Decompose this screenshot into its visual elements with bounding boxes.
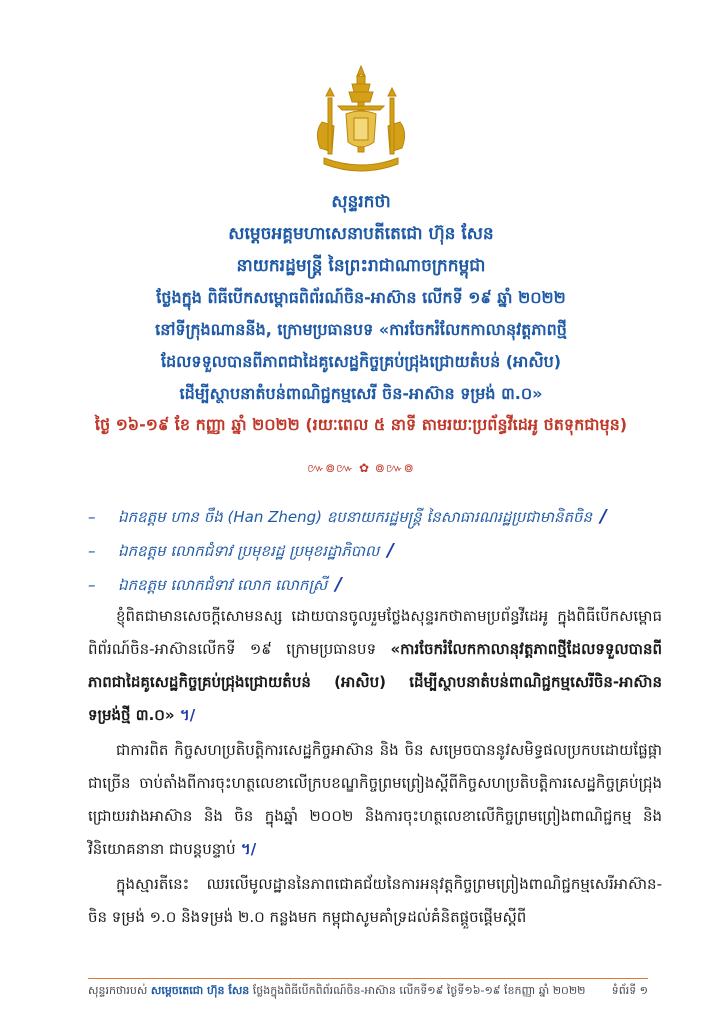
occasion-line: ថ្លែងក្នុង ពិធីបើកសម្ពោធពិព័រណ៍ចិន-អាស៊ាន លើកទី ១៩ ឆ្នាំ ២០២២ — [156, 288, 566, 307]
list-dash: – — [88, 542, 96, 560]
royal-emblem-icon — [302, 62, 420, 180]
page-footer — [88, 984, 648, 1000]
paragraph-2-text: ជាការពិត កិច្ចសហប្រតិបត្តិការសេដ្ឋកិច្ចអាស៊ាន និង ចិន សម្រេចបាននូវសមិទ្ធផលប្រកបដោយផ្លែផ្កាជាច្រើន ចាប់តាំងពីការចុះហត្ថលេខាលើក្របខណ្ឌកិច្ចព្រមព្រៀងស្តីពីកិច្ចសហប្រតិបត្តិការសេដ្ឋកិច្ចគ្រប់ជ្រុងជ្រោយរវាងអាស៊ាន និង ចិន ក្នុងឆ្នាំ ២០០២ និងការចុះហត្ថលេខាលើកិច្ចព្រមព្រៀងពាណិជ្ជកម្ម និងវិនិយោគនានា ជាបន្តបន្ទាប់ — [88, 741, 662, 858]
greetings-list — [88, 500, 668, 602]
list-dash: – — [88, 508, 96, 526]
greeting-item — [88, 500, 668, 534]
footer-caption — [88, 984, 586, 1000]
paragraph-1 — [88, 600, 662, 732]
paragraph-1-mark: ។/ — [174, 706, 196, 724]
footer-divider — [88, 978, 648, 979]
speech-title: សុន្ទរកថា — [331, 192, 391, 212]
greeting-item — [88, 534, 668, 568]
footer-prefix: សុន្ទរកថារបស់ — [88, 984, 151, 997]
speaker-role: នាយករដ្ឋមន្ត្រី នៃព្រះរាជាណាចក្រកម្ពុជា — [236, 256, 486, 276]
slash-mark: / — [600, 506, 607, 527]
greeting-item — [88, 568, 668, 602]
speech-header — [40, 186, 682, 440]
list-dash: – — [88, 576, 96, 594]
place-theme-line: នៅទីក្រុងណាននីង, ក្រោមប្រធានបទ «ការចែករំលែកកាលានុវត្តភាពថ្មី — [155, 320, 567, 339]
greeting-text: ឯកឧត្តម លោកជំទាវ ប្រមុខរដ្ឋ ប្រមុខរដ្ឋាភិបាល — [118, 542, 380, 560]
paragraph-2-mark: ។/ — [235, 840, 257, 858]
slash-mark: / — [387, 540, 394, 561]
slash-mark: / — [335, 574, 342, 595]
speech-body — [88, 600, 662, 936]
theme-end: ដើម្បីស្ថាបនាតំបន់ពាណិជ្ជកម្មសេរី ចិន-អាស៊ាន ទម្រង់ ៣.០» — [179, 384, 543, 403]
greeting-text: ឯកឧត្តម ហាន ចឹង (Han Zheng) ឧបនាយករដ្ឋមន្ត្រី នៃសាធារណរដ្ឋប្រជាមានិតចិន — [118, 508, 593, 526]
greeting-text: ឯកឧត្តម លោកជំទាវ លោក លោកស្រី — [118, 576, 328, 594]
footer-suffix: ថ្លែងក្នុងពិធីបើកពិព័រណ៍ចិន-អាស៊ាន លើកទី១៩ ថ្ងៃទី១៦-១៩ ខែកញ្ញា ឆ្នាំ ២០២២ — [249, 984, 586, 997]
speaker-name: សម្តេចអគ្គមហាសេនាបតីតេជោ ហ៊ុន សែន — [228, 224, 494, 244]
paragraph-1-theme: «ការចែករំលែកកាលានុវត្តភាពថ្មីដែលទទួលបានពីភាពជាដៃគូសេដ្ឋកិច្ចគ្រប់ជ្រុងជ្រោយតំបន់ (អាសិប) ដើម្បីស្ថាបនាតំបន់ពាណិជ្ជកម្មសេរីចិន-អាស៊ាន ទម្រង់ថ្មី ៣.០» — [88, 640, 662, 724]
footer-speaker: សម្តេចតេជោ ហ៊ុន សែន — [150, 984, 250, 997]
divider-ornament: ៚៙៚ ✿ ៙៚៙ — [307, 461, 415, 475]
page-number: ទំព័រទី ១ — [611, 984, 648, 997]
paragraph-3: ក្នុងស្មារតីនេះ ឈរលើមូលដ្ឋាននៃភាពជោគជ័យនៃការអនុវត្តកិច្ចព្រមព្រៀងពាណិជ្ជកម្មសេរីអាស៊ាន-ចិន ទម្រង់ ១.០ និងទម្រង់ ២.០ កន្លងមក កម្ពុជាសូមគាំទ្រដល់គំនិតផ្តួចផ្តើមស្តីពី — [88, 875, 662, 926]
theme-continuation: ដែលទទួលបានពីភាពជាដៃគូសេដ្ឋកិច្ចគ្រប់ជ្រុងជ្រោយតំបន់ (អាសិប) — [160, 352, 562, 371]
speech-date: ថ្ងៃ ១៦-១៩ ខែ កញ្ញា ឆ្នាំ ២០២២ (រយៈពេល ៥ នាទី តាមរយៈប្រព័ន្ធវីដេអូ ថតទុកជាមុន) — [94, 415, 628, 434]
paragraph-1-text: ខ្ញុំពិតជាមានសេចក្តីសោមនស្ស ដោយបានចូលរួមថ្លែងសុន្ទរកថាតាមប្រព័ន្ធវីដេអូ ក្នុងពិធីបើកសម្ពោធពិព័រណ៍ចិន-អាស៊ានលើកទី ១៩ ក្រោមប្រធានបទ — [88, 607, 662, 658]
paragraph-2 — [88, 734, 662, 866]
